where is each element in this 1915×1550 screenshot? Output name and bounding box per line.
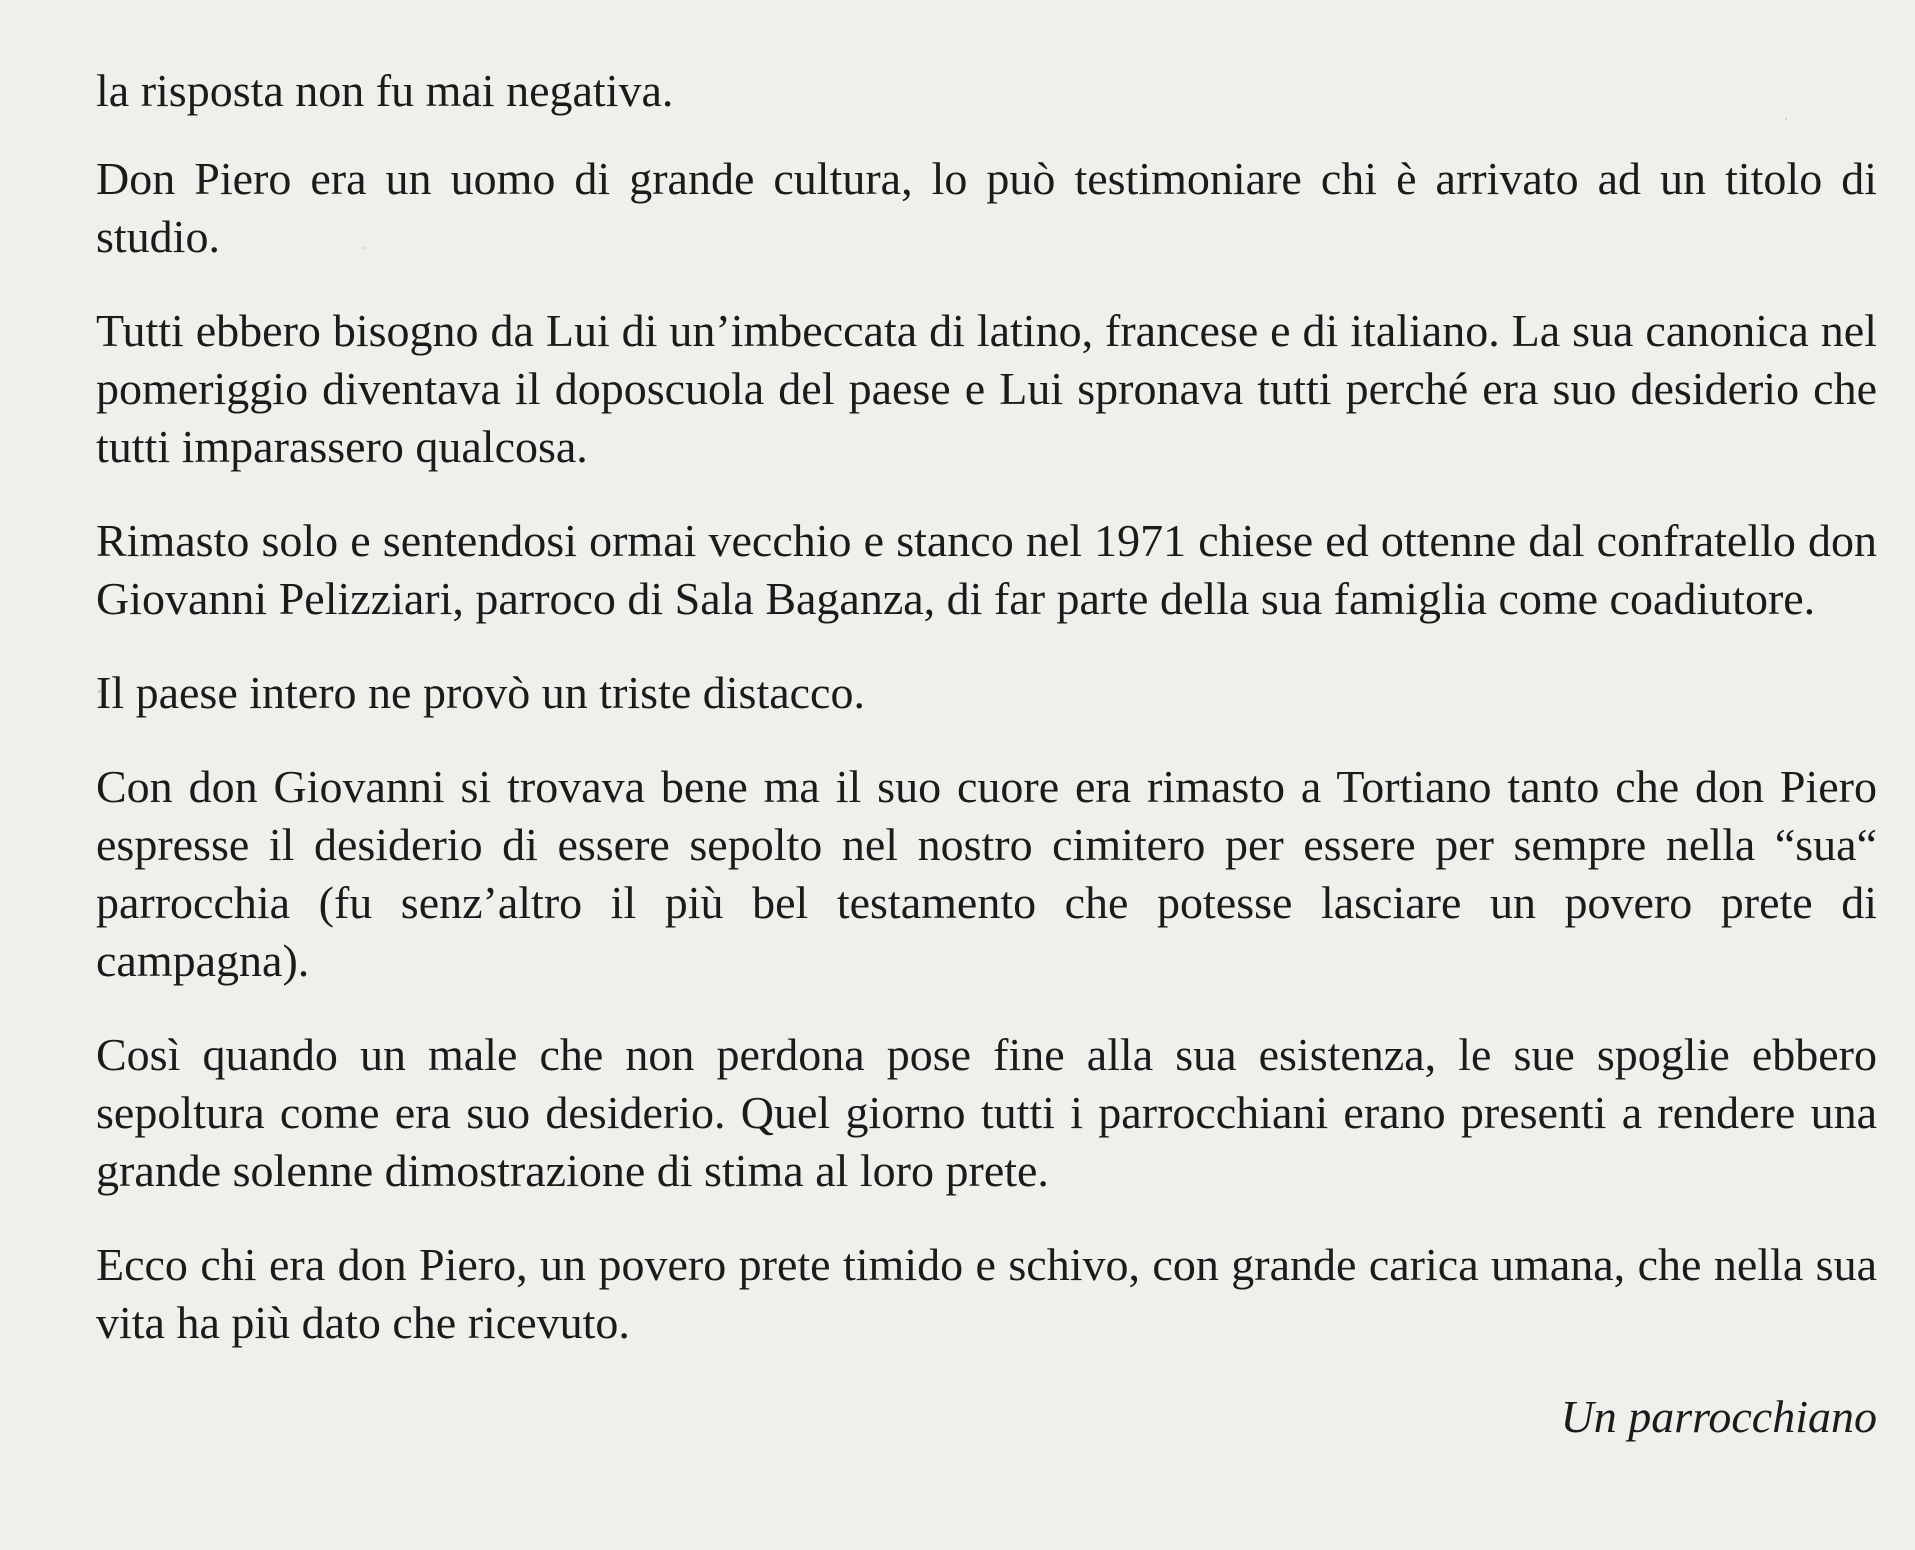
- paper-speck: [98, 690, 101, 693]
- paragraph-1: la risposta non fu mai negativa.: [96, 65, 674, 116]
- signature: Un parrocchiano: [1560, 1391, 1877, 1442]
- paragraph-7: Così quando un male che non perdona pose fine alla sua esistenza, le sue spoglie ebbero sepoltura come era suo desiderio. Quel giorno tutti i parrocchiani erano presenti a rendere una grande solenne dimostrazione di stima al loro prete.: [96, 1029, 1877, 1196]
- paper-speck: [1785, 118, 1787, 120]
- paper-speck: [362, 247, 364, 249]
- paragraph-2: Don Piero era un uomo di grande cultura, lo può testimoniare chi è arrivato ad un titolo di studio.: [96, 153, 1877, 262]
- paragraph-8: Ecco chi era don Piero, un povero prete timido e schivo, con grande carica umana, che nella sua vita ha più dato che ricevuto.: [96, 1239, 1877, 1348]
- paragraph-4: Rimasto solo e sentendosi ormai vecchio e stanco nel 1971 chiese ed ottenne dal confratello don Giovanni Pelizziari, parroco di Sala Baganza, di far parte della sua famiglia come coadiutore.: [96, 515, 1877, 624]
- paragraph-3: Tutti ebbero bisogno da Lui di un’imbeccata di latino, francese e di italiano. La sua canonica nel pomeriggio diventava il doposcuola del paese e Lui spronava tutti perché era suo desiderio che tutti imparassero qualcosa.: [96, 305, 1877, 472]
- paragraph-6: Con don Giovanni si trovava bene ma il suo cuore era rimasto a Tortiano tanto che don Piero espresse il desiderio di essere sepolto nel nostro cimitero per essere per sempre nella “sua“ parrocchia (fu senz’altro il più bel testamento che potesse lasciare un povero prete di campagna).: [96, 761, 1877, 986]
- paragraph-5: Il paese intero ne provò un triste distacco.: [96, 667, 865, 718]
